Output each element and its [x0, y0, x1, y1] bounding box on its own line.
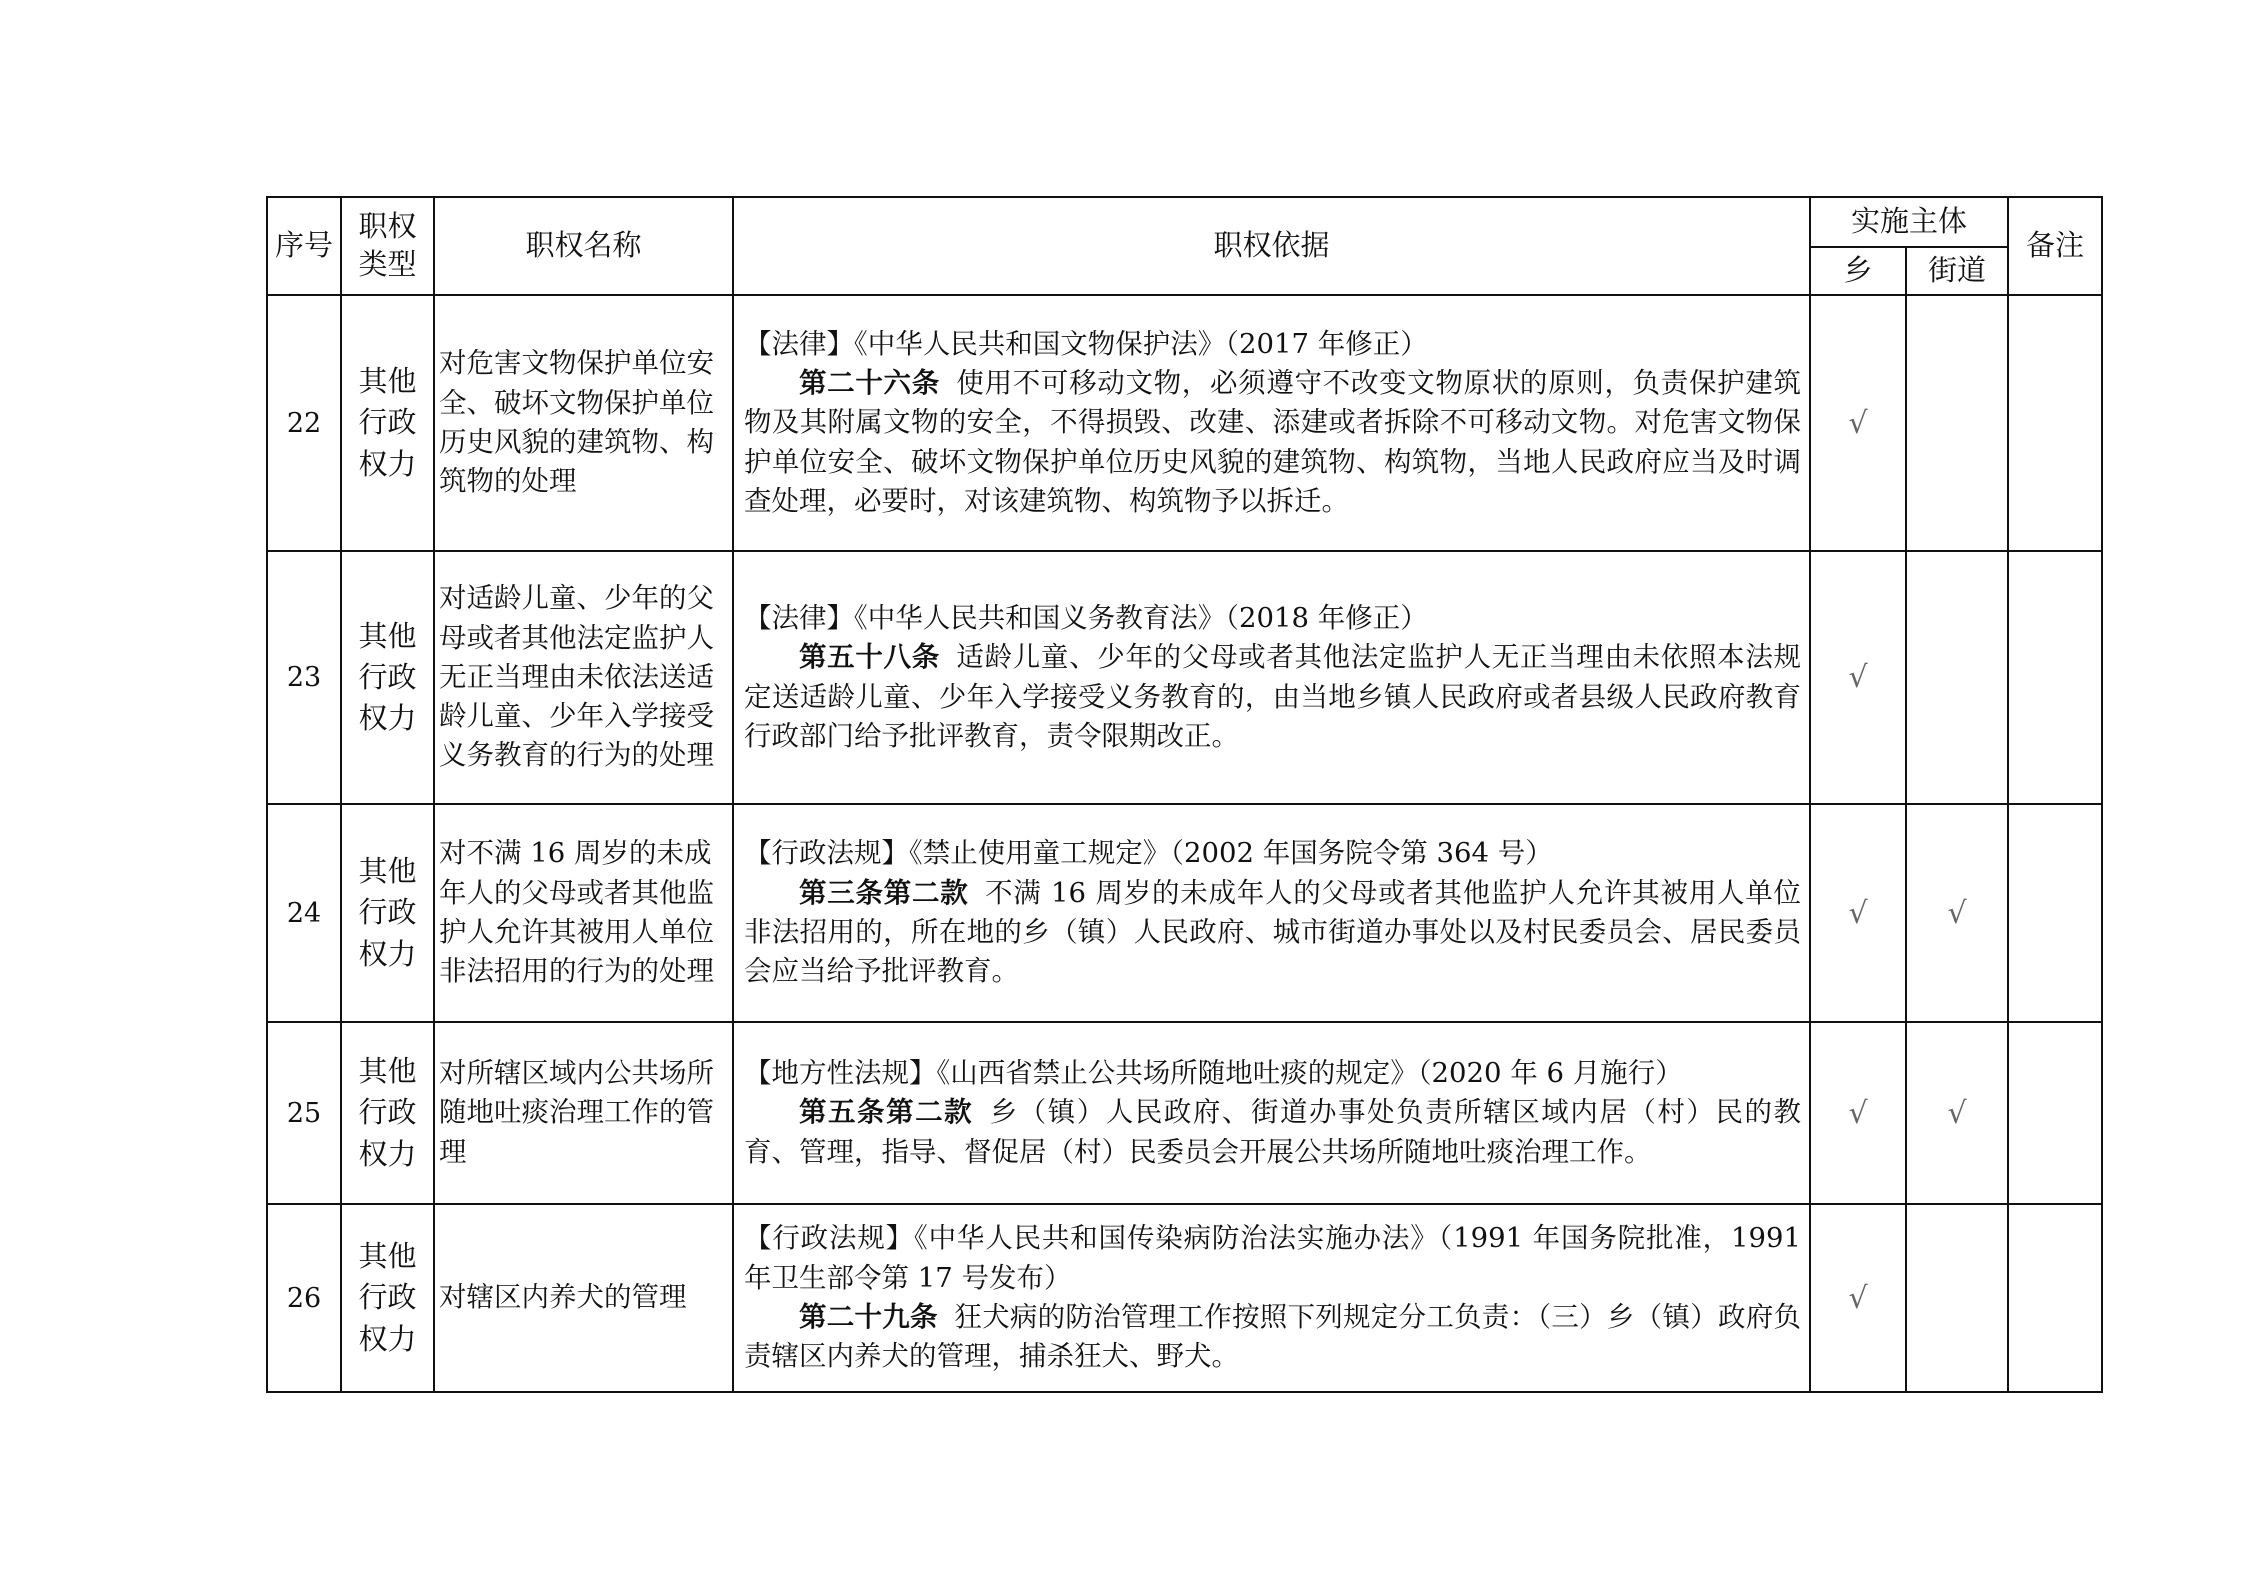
check-jiedao: √ — [1906, 1022, 2008, 1204]
row-type-label: 其他行政权力 — [358, 1239, 417, 1356]
row-note — [2008, 295, 2102, 551]
row-type-label: 其他行政权力 — [358, 854, 417, 971]
row-note — [2008, 1204, 2102, 1392]
row-note — [2008, 551, 2102, 804]
row-name: 对所辖区域内公共场所随地吐痰治理工作的管理 — [434, 1022, 733, 1204]
basis-source: 【地方性法规】《山西省禁止公共场所随地吐痰的规定》（2020 年 6 月施行） — [744, 1057, 1683, 1090]
header-name: 职权名称 — [434, 197, 733, 295]
basis-article: 第五条第二款 — [799, 1096, 974, 1129]
check-xiang: √ — [1810, 1022, 1906, 1204]
header-basis: 职权依据 — [733, 197, 1810, 295]
row-name: 对不满 16 周岁的未成年人的父母或者其他监护人允许其被用人单位非法招用的行为的处理 — [434, 804, 733, 1022]
row-type — [341, 804, 434, 1022]
table-row — [267, 804, 2102, 1022]
check-jiedao: √ — [1906, 804, 2008, 1022]
table-row — [267, 1204, 2102, 1392]
check-jiedao — [1906, 1204, 2008, 1392]
authority-table — [266, 196, 2103, 1393]
header-subject-jiedao: 街道 — [1906, 247, 2008, 295]
basis-text: 不满 16 周岁的未成年人的父母或者其他监护人允许其被用人单位非法招用的，所在地的乡（镇）人民政府、城市街道办事处以及村民委员会、居民委员会应当给予批评教育。 — [744, 876, 1802, 988]
header-no: 序号 — [267, 197, 341, 295]
header-subject: 实施主体 — [1810, 197, 2008, 247]
row-basis — [733, 551, 1810, 804]
row-no: 26 — [267, 1204, 341, 1392]
basis-article: 第二十六条 — [799, 367, 940, 400]
row-name: 对适龄儿童、少年的父母或者其他法定监护人无正当理由未依法送适龄儿童、少年入学接受义务教育的行为的处理 — [434, 551, 733, 804]
basis-source: 【行政法规】《禁止使用童工规定》（2002 年国务院令第 364 号） — [744, 837, 1553, 870]
basis-source: 【法律】《中华人民共和国义务教育法》（2018 年修正） — [744, 601, 1428, 634]
table-row — [267, 1022, 2102, 1204]
row-type — [341, 551, 434, 804]
header-type-label: 职权类型 — [358, 209, 417, 281]
row-basis — [733, 295, 1810, 551]
row-type — [341, 1204, 434, 1392]
header-subject-xiang: 乡 — [1810, 247, 1906, 295]
basis-text: 适龄儿童、少年的父母或者其他法定监护人无正当理由未依照本法规定送适龄儿童、少年入学接受义务教育的，由当地乡镇人民政府或者县级人民政府教育行政部门给予批评教育，责令限期改正。 — [744, 641, 1802, 752]
header-type — [341, 197, 434, 295]
table-row — [267, 551, 2102, 804]
row-no: 25 — [267, 1022, 341, 1204]
row-basis — [733, 804, 1810, 1022]
basis-article: 第五十八条 — [799, 641, 940, 674]
check-xiang: √ — [1810, 551, 1906, 804]
basis-article: 第二十九条 — [799, 1301, 938, 1333]
check-jiedao — [1906, 551, 2008, 804]
row-name: 对辖区内养犬的管理 — [434, 1204, 733, 1392]
row-no: 22 — [267, 295, 341, 551]
check-xiang: √ — [1810, 1204, 1906, 1392]
row-name: 对危害文物保护单位安全、破坏文物保护单位历史风貌的建筑物、构筑物的处理 — [434, 295, 733, 551]
check-xiang: √ — [1810, 295, 1906, 551]
basis-article: 第三条第二款 — [799, 876, 969, 909]
row-no: 24 — [267, 804, 341, 1022]
basis-text: 狂犬病的防治管理工作按照下列规定分工负责：（三）乡（镇）政府负责辖区内养犬的管理，捕杀狂犬、野犬。 — [744, 1301, 1802, 1373]
row-type-label: 其他行政权力 — [358, 1054, 417, 1171]
row-note — [2008, 1022, 2102, 1204]
row-type-label: 其他行政权力 — [358, 364, 417, 481]
basis-text: 乡（镇）人民政府、街道办事处负责所辖区域内居（村）民的教育、管理，指导、督促居（村）民委员会开展公共场所随地吐痰治理工作。 — [744, 1096, 1802, 1168]
basis-source: 【行政法规】《中华人民共和国传染病防治法实施办法》（1991 年国务院批准，1991 年卫生部令第 17 号发布） — [744, 1222, 1801, 1294]
basis-text: 使用不可移动文物，必须遵守不改变文物原状的原则，负责保护建筑物及其附属文物的安全，不得损毁、改建、添建或者拆除不可移动文物。对危害文物保护单位安全、破坏文物保护单位历史风貌的建筑物、构筑物，当地人民政府应当及时调查处理，必要时，对该建筑物、构筑物予以拆迁。 — [744, 367, 1802, 517]
check-xiang: √ — [1810, 804, 1906, 1022]
row-no: 23 — [267, 551, 341, 804]
row-type-label: 其他行政权力 — [358, 618, 417, 736]
header-note: 备注 — [2008, 197, 2102, 295]
check-jiedao — [1906, 295, 2008, 551]
row-note — [2008, 804, 2102, 1022]
table-row — [267, 295, 2102, 551]
row-basis — [733, 1022, 1810, 1204]
row-type — [341, 1022, 434, 1204]
basis-source: 【法律】《中华人民共和国文物保护法》（2017 年修正） — [744, 327, 1428, 360]
row-basis — [733, 1204, 1810, 1392]
row-type — [341, 295, 434, 551]
